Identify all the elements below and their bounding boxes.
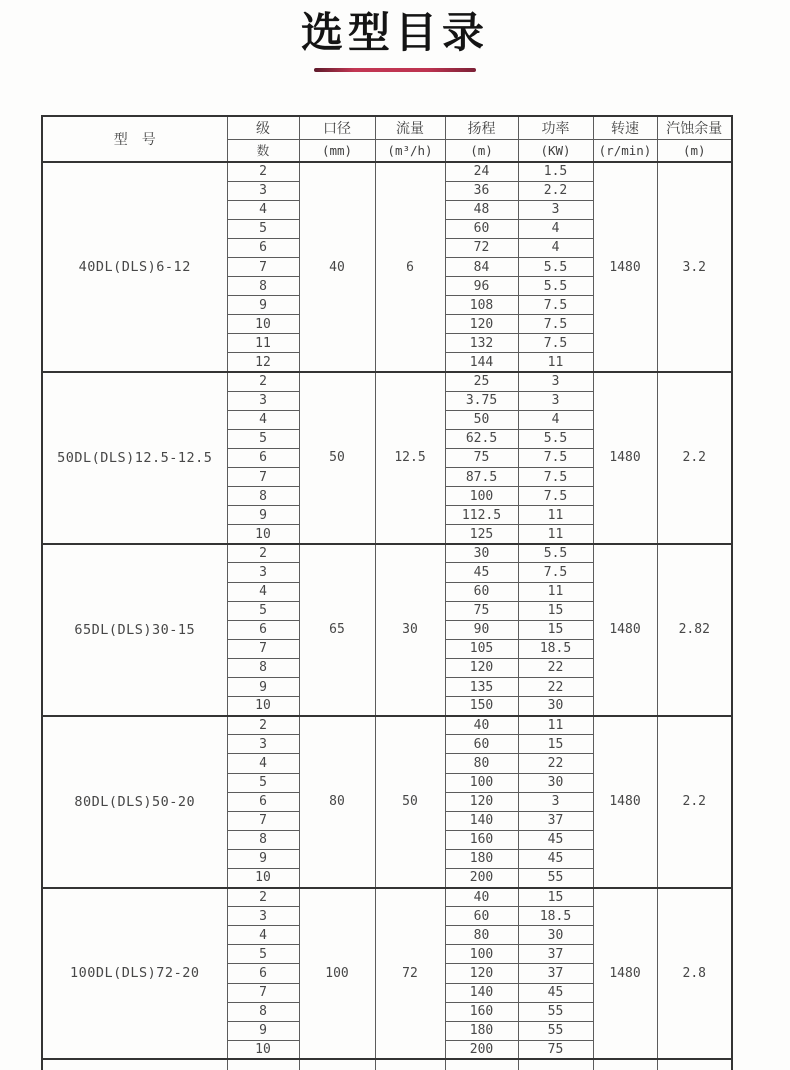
head-cell: 87.5 <box>445 468 518 487</box>
empty-cell <box>227 1059 299 1070</box>
head-cell: 40 <box>445 716 518 735</box>
power-cell: 45 <box>518 849 593 868</box>
stage-cell: 10 <box>227 697 299 716</box>
header-flow-unit: (m³/h) <box>375 139 445 162</box>
flow-cell: 30 <box>375 544 445 716</box>
header-npsh-unit: (m) <box>657 139 732 162</box>
head-cell: 96 <box>445 277 518 296</box>
head-cell: 120 <box>445 658 518 677</box>
table-row <box>42 544 732 563</box>
power-cell: 5.5 <box>518 544 593 563</box>
power-cell: 4 <box>518 410 593 429</box>
speed-cell: 1480 <box>593 544 657 716</box>
head-cell: 50 <box>445 410 518 429</box>
diameter-cell: 40 <box>299 162 375 372</box>
power-cell: 22 <box>518 678 593 697</box>
stage-cell: 9 <box>227 506 299 525</box>
head-cell: 40 <box>445 888 518 907</box>
flow-cell: 6 <box>375 162 445 372</box>
stage-cell: 3 <box>227 563 299 582</box>
table-row <box>42 716 732 735</box>
power-cell: 5.5 <box>518 257 593 276</box>
stage-cell: 7 <box>227 811 299 830</box>
head-cell: 90 <box>445 620 518 639</box>
power-cell: 11 <box>518 582 593 601</box>
stage-cell: 4 <box>227 926 299 945</box>
stage-cell: 3 <box>227 181 299 200</box>
head-cell: 144 <box>445 353 518 372</box>
model-cell: 80DL(DLS)50-20 <box>42 716 227 888</box>
stage-cell: 6 <box>227 448 299 467</box>
power-cell: 7.5 <box>518 448 593 467</box>
diameter-cell: 100 <box>299 888 375 1060</box>
stage-cell: 5 <box>227 773 299 792</box>
head-cell: 200 <box>445 1040 518 1059</box>
power-cell: 55 <box>518 868 593 887</box>
head-cell: 60 <box>445 735 518 754</box>
stage-cell: 10 <box>227 525 299 544</box>
header-model: 型 号 <box>42 116 227 162</box>
flow-cell: 72 <box>375 888 445 1060</box>
speed-cell: 1480 <box>593 888 657 1060</box>
stage-cell: 9 <box>227 849 299 868</box>
head-cell: 80 <box>445 926 518 945</box>
power-cell: 37 <box>518 945 593 964</box>
speed-cell: 1480 <box>593 162 657 372</box>
head-cell: 48 <box>445 200 518 219</box>
power-cell: 22 <box>518 754 593 773</box>
power-cell: 7.5 <box>518 563 593 582</box>
power-cell: 3 <box>518 372 593 391</box>
title-underline <box>314 68 476 72</box>
head-cell: 160 <box>445 1002 518 1021</box>
stage-cell: 6 <box>227 238 299 257</box>
head-cell: 100 <box>445 945 518 964</box>
table-row <box>42 162 732 181</box>
stage-cell: 2 <box>227 544 299 563</box>
stage-cell: 8 <box>227 1002 299 1021</box>
power-cell: 11 <box>518 525 593 544</box>
power-cell: 2.2 <box>518 181 593 200</box>
model-cell: 40DL(DLS)6-12 <box>42 162 227 372</box>
power-cell: 1.5 <box>518 162 593 181</box>
header-head-unit: (m) <box>445 139 518 162</box>
power-cell: 45 <box>518 830 593 849</box>
head-cell: 60 <box>445 219 518 238</box>
diameter-cell: 80 <box>299 716 375 888</box>
stage-cell: 10 <box>227 868 299 887</box>
stage-cell: 5 <box>227 601 299 620</box>
head-cell: 100 <box>445 487 518 506</box>
speed-cell: 1480 <box>593 716 657 888</box>
head-cell: 108 <box>445 296 518 315</box>
power-cell: 7.5 <box>518 315 593 334</box>
npsh-cell: 2.2 <box>657 372 732 544</box>
header-stages-top: 级 <box>227 116 299 139</box>
head-cell: 60 <box>445 582 518 601</box>
head-cell: 84 <box>445 257 518 276</box>
power-cell: 7.5 <box>518 334 593 353</box>
empty-cell <box>42 1059 227 1070</box>
npsh-cell: 3.2 <box>657 162 732 372</box>
head-cell: 24 <box>445 162 518 181</box>
header-npsh: 汽蚀余量 <box>657 116 732 139</box>
stage-cell: 2 <box>227 372 299 391</box>
power-cell: 7.5 <box>518 487 593 506</box>
head-cell: 100 <box>445 773 518 792</box>
catalog-table-body <box>42 162 732 1070</box>
head-cell: 140 <box>445 983 518 1002</box>
head-cell: 180 <box>445 849 518 868</box>
power-cell: 3 <box>518 200 593 219</box>
power-cell: 3 <box>518 391 593 410</box>
power-cell: 30 <box>518 926 593 945</box>
power-cell: 55 <box>518 1021 593 1040</box>
stage-cell: 2 <box>227 888 299 907</box>
power-cell: 11 <box>518 716 593 735</box>
stage-cell: 6 <box>227 964 299 983</box>
head-cell: 45 <box>445 563 518 582</box>
table-row <box>42 372 732 391</box>
head-cell: 180 <box>445 1021 518 1040</box>
empty-cell <box>593 1059 657 1070</box>
power-cell: 15 <box>518 888 593 907</box>
head-cell: 3.75 <box>445 391 518 410</box>
empty-cell <box>445 1059 518 1070</box>
speed-cell: 1480 <box>593 372 657 544</box>
header-diameter: 口径 <box>299 116 375 139</box>
stage-cell: 7 <box>227 983 299 1002</box>
npsh-cell: 2.82 <box>657 544 732 716</box>
power-cell: 22 <box>518 658 593 677</box>
stage-cell: 2 <box>227 716 299 735</box>
head-cell: 200 <box>445 868 518 887</box>
stage-cell: 7 <box>227 257 299 276</box>
head-cell: 60 <box>445 907 518 926</box>
power-cell: 45 <box>518 983 593 1002</box>
power-cell: 15 <box>518 735 593 754</box>
page-title: 选型目录 <box>300 8 489 57</box>
head-cell: 80 <box>445 754 518 773</box>
diameter-cell: 65 <box>299 544 375 716</box>
stage-cell: 7 <box>227 468 299 487</box>
header-speed: 转速 <box>593 116 657 139</box>
npsh-cell: 2.8 <box>657 888 732 1060</box>
stage-cell: 5 <box>227 429 299 448</box>
stage-cell: 4 <box>227 410 299 429</box>
power-cell: 5.5 <box>518 429 593 448</box>
empty-cell <box>375 1059 445 1070</box>
stage-cell: 9 <box>227 296 299 315</box>
power-cell: 18.5 <box>518 907 593 926</box>
head-cell: 120 <box>445 315 518 334</box>
head-cell: 72 <box>445 238 518 257</box>
stage-cell: 8 <box>227 487 299 506</box>
stage-cell: 5 <box>227 945 299 964</box>
flow-cell: 50 <box>375 716 445 888</box>
stage-cell: 4 <box>227 582 299 601</box>
stage-cell: 3 <box>227 907 299 926</box>
head-cell: 135 <box>445 678 518 697</box>
diameter-cell: 50 <box>299 372 375 544</box>
head-cell: 62.5 <box>445 429 518 448</box>
power-cell: 37 <box>518 811 593 830</box>
header-power: 功率 <box>518 116 593 139</box>
selection-table <box>41 115 733 1070</box>
head-cell: 105 <box>445 639 518 658</box>
power-cell: 3 <box>518 792 593 811</box>
header-speed-unit: (r/min) <box>593 139 657 162</box>
header-name-row <box>42 116 732 139</box>
stage-cell: 10 <box>227 315 299 334</box>
power-cell: 15 <box>518 601 593 620</box>
stage-cell: 10 <box>227 1040 299 1059</box>
power-cell: 4 <box>518 238 593 257</box>
head-cell: 75 <box>445 601 518 620</box>
power-cell: 55 <box>518 1002 593 1021</box>
head-cell: 112.5 <box>445 506 518 525</box>
power-cell: 30 <box>518 773 593 792</box>
stage-cell: 5 <box>227 219 299 238</box>
flow-cell: 12.5 <box>375 372 445 544</box>
header-flow: 流量 <box>375 116 445 139</box>
head-cell: 120 <box>445 964 518 983</box>
stage-cell: 9 <box>227 1021 299 1040</box>
empty-cell <box>657 1059 732 1070</box>
stage-cell: 6 <box>227 792 299 811</box>
stage-cell: 4 <box>227 200 299 219</box>
stage-cell: 6 <box>227 620 299 639</box>
power-cell: 5.5 <box>518 277 593 296</box>
head-cell: 140 <box>445 811 518 830</box>
power-cell: 4 <box>518 219 593 238</box>
stage-cell: 8 <box>227 658 299 677</box>
header-diameter-unit: (mm) <box>299 139 375 162</box>
power-cell: 15 <box>518 620 593 639</box>
header-head: 扬程 <box>445 116 518 139</box>
stage-cell: 8 <box>227 277 299 296</box>
power-cell: 11 <box>518 353 593 372</box>
head-cell: 160 <box>445 830 518 849</box>
power-cell: 18.5 <box>518 639 593 658</box>
head-cell: 36 <box>445 181 518 200</box>
power-cell: 7.5 <box>518 468 593 487</box>
stage-cell: 2 <box>227 162 299 181</box>
stage-cell: 11 <box>227 334 299 353</box>
empty-cell <box>299 1059 375 1070</box>
stage-cell: 7 <box>227 639 299 658</box>
stage-cell: 9 <box>227 678 299 697</box>
head-cell: 120 <box>445 792 518 811</box>
power-cell: 75 <box>518 1040 593 1059</box>
head-cell: 75 <box>445 448 518 467</box>
head-cell: 132 <box>445 334 518 353</box>
head-cell: 25 <box>445 372 518 391</box>
power-cell: 7.5 <box>518 296 593 315</box>
model-cell: 100DL(DLS)72-20 <box>42 888 227 1060</box>
model-cell: 50DL(DLS)12.5-12.5 <box>42 372 227 544</box>
power-cell: 37 <box>518 964 593 983</box>
model-cell: 65DL(DLS)30-15 <box>42 544 227 716</box>
next-block-partial-row <box>42 1059 732 1070</box>
head-cell: 125 <box>445 525 518 544</box>
stage-cell: 3 <box>227 391 299 410</box>
stage-cell: 8 <box>227 830 299 849</box>
table-header <box>42 116 732 162</box>
empty-cell <box>518 1059 593 1070</box>
power-cell: 30 <box>518 697 593 716</box>
stage-cell: 4 <box>227 754 299 773</box>
header-stages-bottom: 数 <box>227 139 299 162</box>
table-row <box>42 888 732 907</box>
header-power-unit: (KW) <box>518 139 593 162</box>
npsh-cell: 2.2 <box>657 716 732 888</box>
head-cell: 150 <box>445 697 518 716</box>
power-cell: 11 <box>518 506 593 525</box>
stage-cell: 12 <box>227 353 299 372</box>
head-cell: 30 <box>445 544 518 563</box>
stage-cell: 3 <box>227 735 299 754</box>
